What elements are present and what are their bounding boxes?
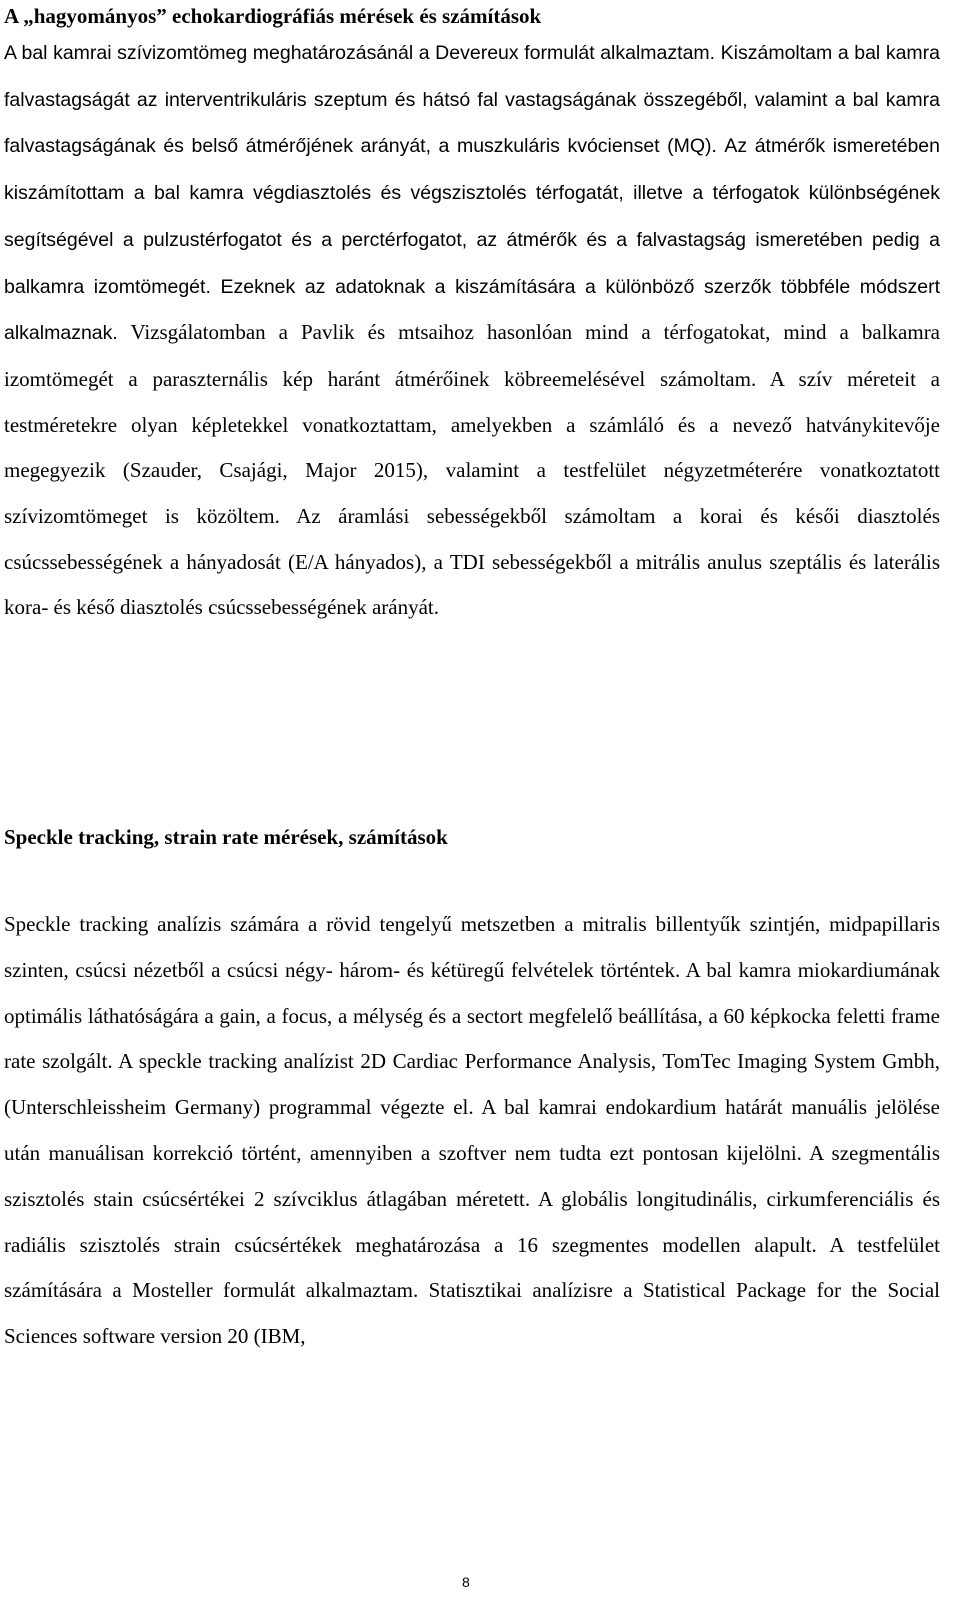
page-number: 8 bbox=[462, 1574, 470, 1590]
section-heading-echocardiography: A „hagyományos” echokardiográfiás mérések és számítások bbox=[4, 4, 542, 28]
paragraph-text-segment: A szív méreteit a testméretekre olyan képletekkel vonatkoztattam, amelyekben a számláló és a nevező hatványkitevője megegyezik (Szauder, Csajági, Major 2015), valamint a testfelület négyzetméterére vonatkoztatott szívizomtömeget is közöltem. Az áramlási sebességekből számoltam a korai és késői diasztolés csúcssebességének a hányadosát (E/A hányados), a TDI sebességekből a mitrális anulus szeptális és laterális kora- és késő diasztolés csúcssebességének arányát. bbox=[4, 366, 940, 620]
paragraph-text-segment: Vizsgálatomban a Pavlik és mtsaihoz hasonlóan mind a térfogatokat, mind a balkamra izomtömegét a paraszternális kép haránt átmérőinek köbreemelésével számoltam. bbox=[4, 320, 941, 391]
paragraph-echocardiography bbox=[4, 30, 940, 631]
paragraph-text-segment: Az átmérők ismeretében kiszámítottam a bal kamra végdiasztolés és végszisztolés térfogatát, illetve a térfogatok különbségének segítségével a pulzustérfogatot és a perctérfogatot, az átmérők és a falvastagság ismeretében pedig a balkamra izomtömegét. Ezeknek az adatoknak a kiszámítására a különböző szerzők többféle módszert alkalmaznak. bbox=[4, 135, 941, 345]
section-heading-speckle-tracking: Speckle tracking, strain rate mérések, számítások bbox=[4, 825, 448, 849]
paragraph-speckle-tracking: Speckle tracking analízis számára a rövid tengelyű metszetben a mitralis billentyűk szintjén, midpapillaris szinten, csúcsi nézetből a csúcsi négy- három- és kétüregű felvételek történtek. A bal kamra miokardiumának optimális láthatóságára a gain, a focus, a mélység és a sectort megfelelő beállítása, a 60 képkocka feletti frame rate szolgált. A speckle tracking analízist 2D Cardiac Performance Analysis, TomTec Imaging System Gmbh, (Unterschleissheim Germany) programmal végezte el. A bal kamrai endokardium határát manuális jelölése után manuálisan korrekció történt, amennyiben a szoftver nem tudta ezt pontosan kijelölni. A szegmentális szisztolés stain csúcsértékei 2 szívciklus átlagában méretett. A globális longitudinális, cirkumferenciális és radiális szisztolés strain csúcsértékek meghatározása a 16 szegmentes modellen alapult. A testfelület számítására a Mosteller formulát alkalmaztam. Statisztikai analízisre a Statistical Package for the Social Sciences software version 20 (IBM, bbox=[4, 912, 940, 1349]
paragraph-text-segment: A bal kamrai szívizomtömeg meghatározásánál a Devereux formulát alkalmaztam. Kiszámoltam a bal kamra falvastagságát az interventrikuláris szeptum és hátsó fal vastagságának összegéből, valamint a bal kamra falvastagságának és belső átmérőjének arányát, a muszkuláris kvócienset (MQ). bbox=[4, 42, 940, 158]
